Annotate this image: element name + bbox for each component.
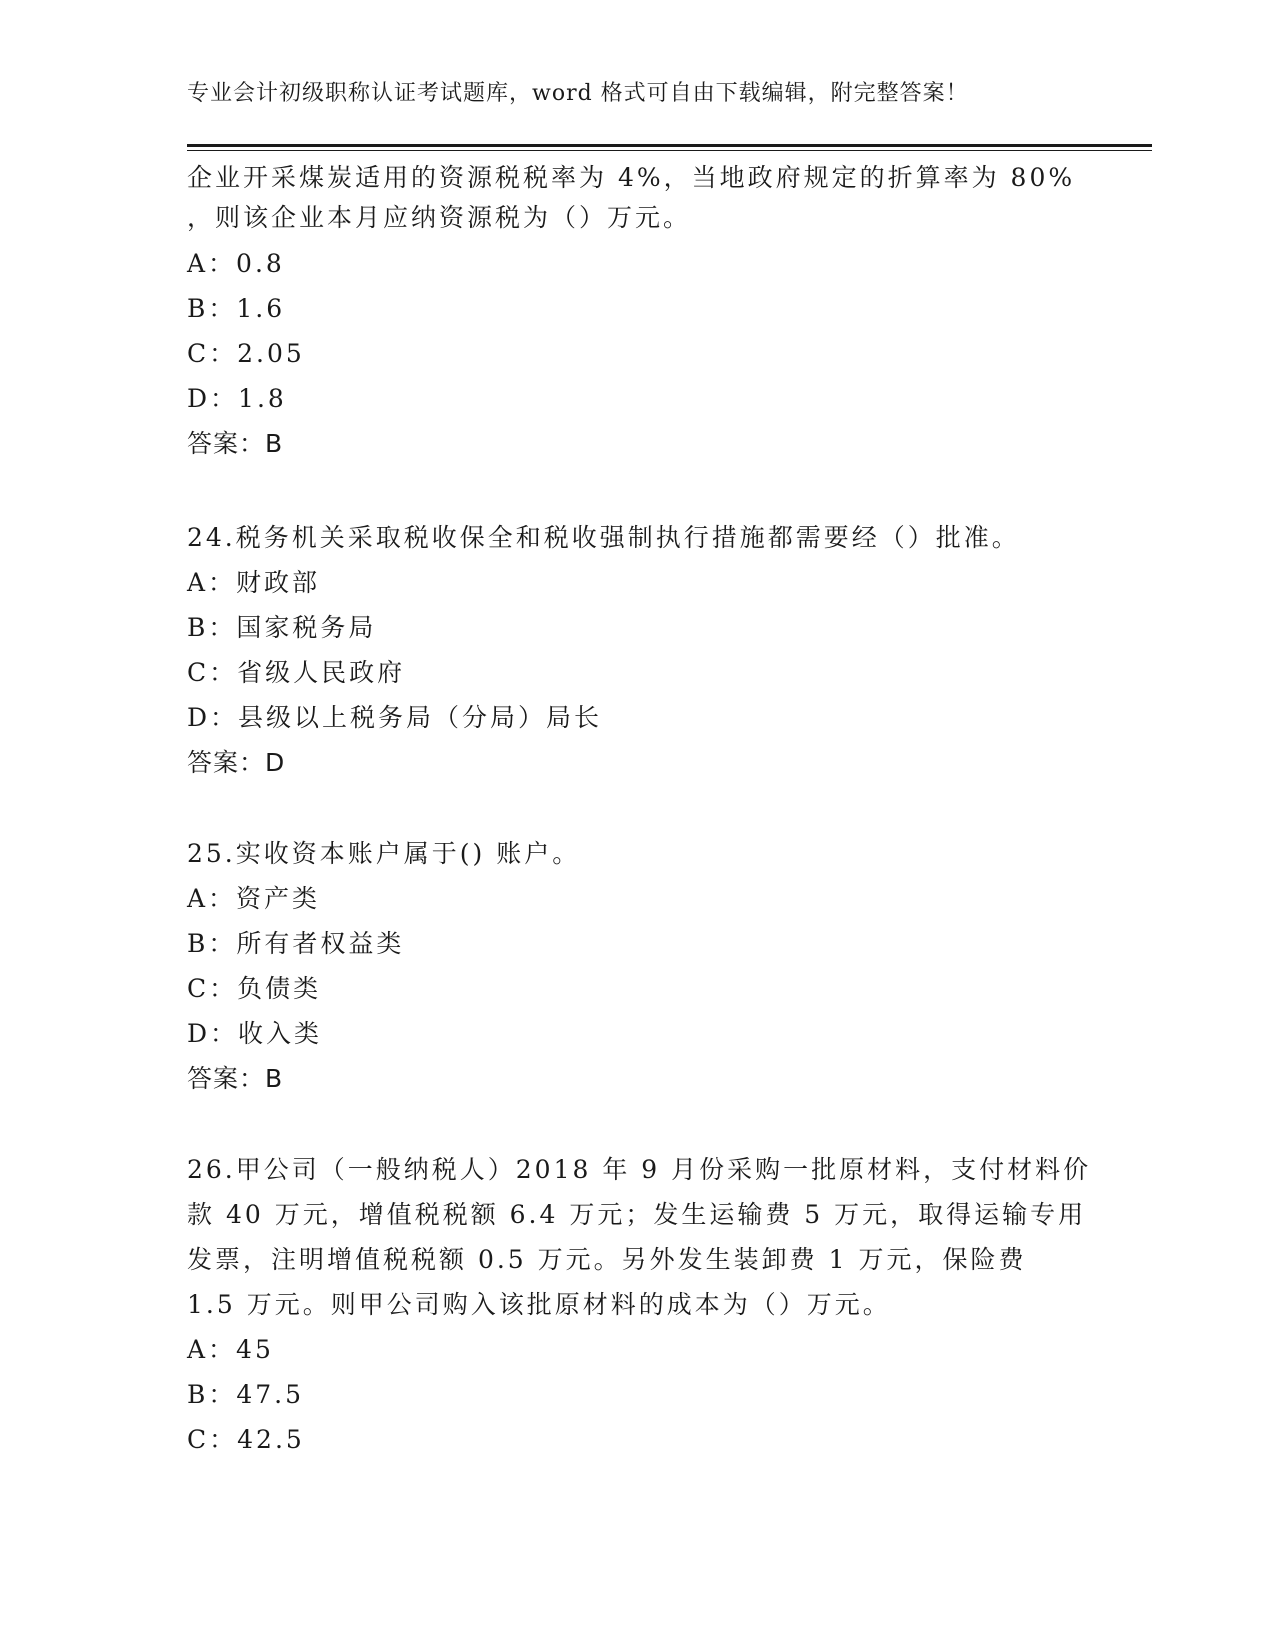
option-b: B：所有者权益类 [187, 929, 405, 958]
option-c: C：省级人民政府 [187, 658, 406, 687]
question-stem-line: 企业开采煤炭适用的资源税税率为 4%，当地政府规定的折算率为 80% [187, 163, 1076, 192]
option-c: C：2.05 [187, 339, 305, 368]
option-d: D：1.8 [187, 384, 287, 413]
question-stem-line: 26.甲公司（一般纳税人）2018 年 9 月份采购一批原材料，支付材料价 [187, 1155, 1092, 1184]
answer-label: 答案：B [187, 429, 284, 458]
option-a: A：财政部 [187, 568, 321, 597]
option-b: B：47.5 [187, 1380, 305, 1409]
answer-label: 答案：B [187, 1064, 284, 1093]
option-d: D：收入类 [187, 1019, 323, 1048]
option-b: B：国家税务局 [187, 613, 377, 642]
question-stem-line: 24.税务机关采取税收保全和税收强制执行措施都需要经（）批准。 [187, 523, 1020, 552]
option-a: A：0.8 [187, 249, 285, 278]
question-stem-line: 发票，注明增值税税额 0.5 万元。另外发生装卸费 1 万元，保险费 [187, 1245, 1027, 1274]
option-c: C：负债类 [187, 974, 322, 1003]
option-a: A：45 [187, 1335, 274, 1364]
question-stem-line: 25.实收资本账户属于() 账户。 [187, 839, 581, 868]
option-b: B：1.6 [187, 294, 286, 323]
option-d: D：县级以上税务局（分局）局长 [187, 703, 603, 732]
option-c: C：42.5 [187, 1425, 305, 1454]
question-stem-line: 1.5 万元。则甲公司购入该批原材料的成本为（）万元。 [187, 1290, 891, 1319]
header-title: 专业会计初级职称认证考试题库，word 格式可自由下载编辑，附完整答案！ [187, 81, 969, 106]
question-stem-line: 款 40 万元，增值税税额 6.4 万元；发生运输费 5 万元，取得运输专用 [187, 1200, 1087, 1229]
header-rule-thin [187, 150, 1152, 151]
header-rule-thick [187, 144, 1152, 147]
option-a: A：资产类 [187, 884, 321, 913]
question-stem-line: ，则该企业本月应纳资源税为（）万元。 [187, 203, 692, 232]
answer-label: 答案：D [187, 748, 286, 777]
